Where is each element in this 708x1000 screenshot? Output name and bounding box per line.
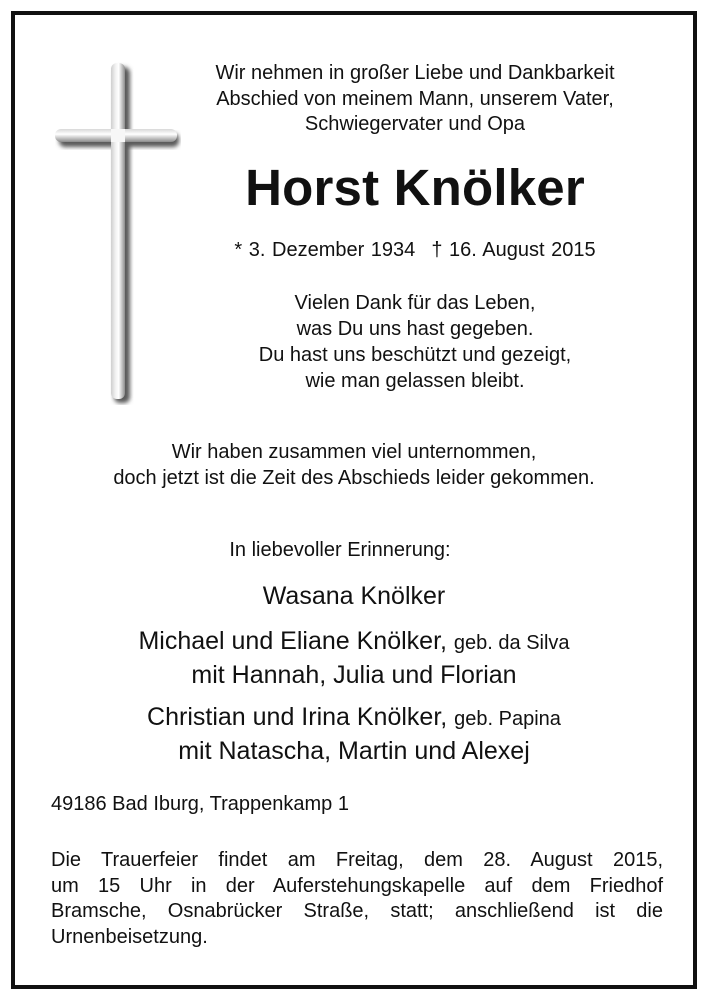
family-children: mit Natascha, Martin und Alexej	[178, 737, 530, 765]
poem	[185, 290, 645, 394]
poem-line: Vielen Dank für das Leben,	[294, 292, 536, 314]
family-names-line	[15, 701, 693, 735]
family-names: Michael und Eliane Knölker,	[138, 627, 447, 655]
birth-date: * 3. Dezember 1934	[234, 239, 416, 261]
notice-line: Urnenbeisetzung.	[51, 925, 208, 948]
poem-line: Du hast uns beschützt und gezeigt,	[258, 344, 572, 366]
death-date: † 16. August 2015	[431, 239, 596, 261]
spouse-name: Wasana Knölker	[262, 582, 446, 610]
address: 49186 Bad Iburg, Trappenkamp 1	[51, 793, 349, 815]
family-two	[15, 701, 693, 767]
family-names: Christian und Irina Knölker,	[147, 703, 448, 731]
poem-line: wie man gelassen bleibt.	[305, 370, 525, 392]
notice-line: Bramsche, Osnabrücker Straße, statt; anschließend ist die	[51, 900, 663, 922]
together-verse	[15, 439, 693, 491]
intro-line: Wir nehmen in großer Liebe und Dankbarkeit	[215, 62, 615, 84]
intro-text	[185, 61, 645, 138]
life-dates	[185, 237, 645, 263]
cross-icon	[55, 59, 181, 405]
notice-line: um 15 Uhr in der Auferstehungskapelle auf dem Friedhof	[51, 874, 663, 897]
intro-line: Abschied von meinem Mann, unserem Vater,	[216, 87, 614, 110]
maiden-name: geb. da Silva	[453, 632, 570, 654]
deceased-name: Horst Knölker	[245, 159, 585, 216]
obituary-frame	[11, 11, 697, 989]
verse-line: doch jetzt ist die Zeit des Abschieds leider gekommen.	[113, 467, 595, 489]
family-names-line	[15, 625, 693, 659]
verse-line: Wir haben zusammen viel unternommen,	[171, 441, 537, 463]
funeral-notice	[51, 848, 663, 950]
notice-line: Die Trauerfeier findet am Freitag, dem 28. August 2015,	[51, 849, 663, 871]
poem-line: was Du uns hast gegeben.	[296, 318, 534, 340]
intro-line: Schwiegervater und Opa	[304, 113, 526, 135]
family-one	[15, 625, 693, 691]
memory-label: In liebevoller Erinnerung:	[229, 539, 451, 561]
maiden-name: geb. Papina	[454, 708, 561, 730]
family-children: mit Hannah, Julia und Florian	[191, 661, 517, 689]
